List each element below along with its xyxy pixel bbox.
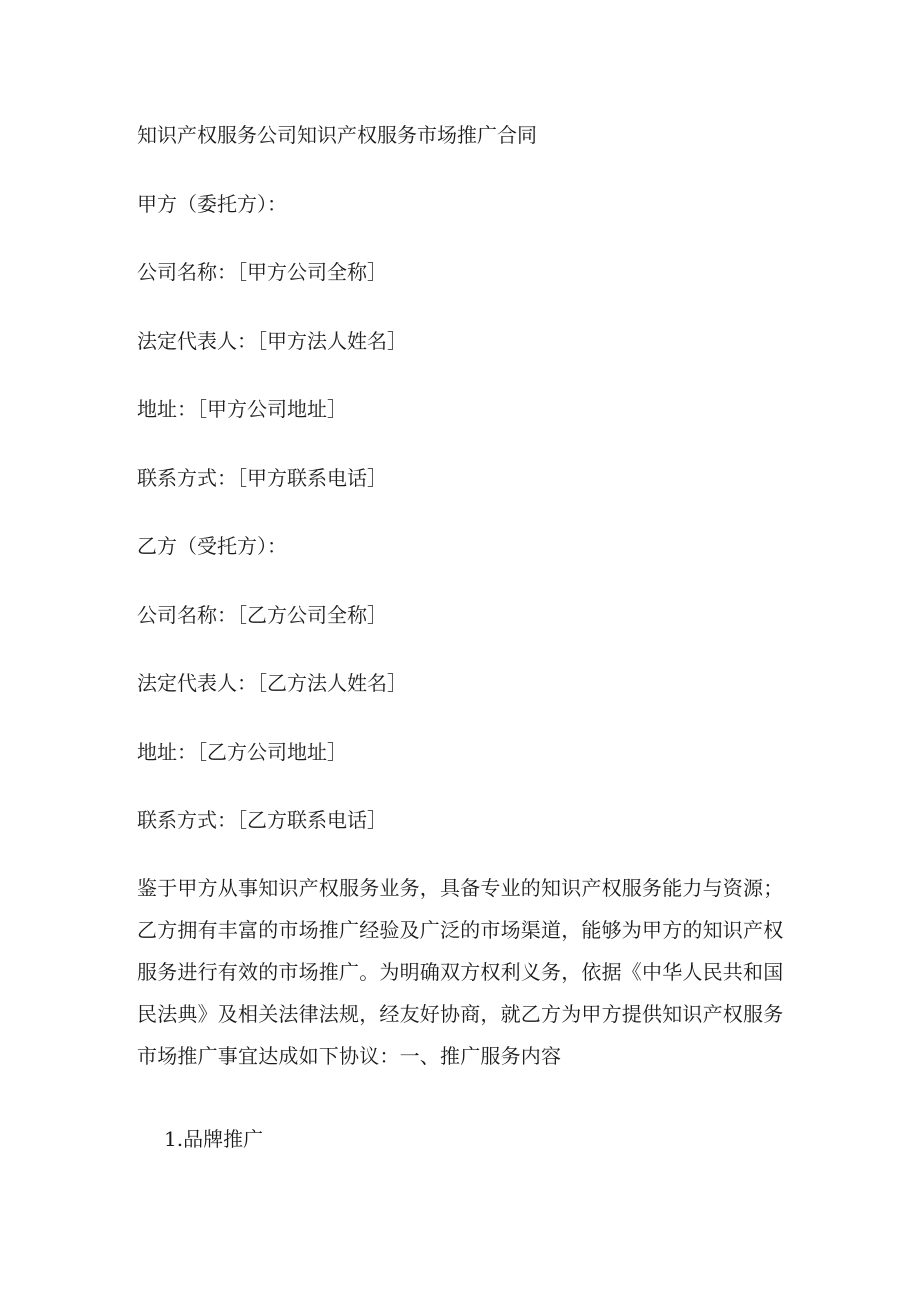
preamble-line: 鉴于甲方从事知识产权服务业务，具备专业的知识产权服务能力与资源；: [137, 876, 784, 900]
party-b-company: 公司名称：［乙方公司全称］: [137, 603, 387, 627]
preamble-line: 乙方拥有丰富的市场推广经验及广泛的市场渠道，能够为甲方的知识产权: [137, 918, 784, 942]
party-b-address: 地址：［乙方公司地址］: [137, 740, 347, 764]
party-b-heading: 乙方（受托方）：: [137, 534, 287, 558]
party-a-representative: 法定代表人：［甲方法人姓名］: [137, 329, 407, 353]
preamble-line: 服务进行有效的市场推广。为明确双方权利义务，依据《中华人民共和国: [137, 960, 784, 984]
party-a-company: 公司名称：［甲方公司全称］: [137, 260, 387, 284]
party-a-heading: 甲方（委托方）：: [137, 192, 287, 216]
party-a-address: 地址：［甲方公司地址］: [137, 397, 347, 421]
preamble-paragraph: [137, 867, 787, 1077]
party-b-representative: 法定代表人：［乙方法人姓名］: [137, 671, 407, 695]
preamble-line: 市场推广事宜达成如下协议：一、推广服务内容: [137, 1044, 562, 1068]
party-a-contact: 联系方式：［甲方联系电话］: [137, 466, 387, 490]
document-title: 知识产权服务公司知识产权服务市场推广合同: [137, 123, 537, 147]
preamble-line: 民法典》及相关法律法规，经友好协商，就乙方为甲方提供知识产权服务: [137, 1002, 784, 1026]
section-item-brand-promotion: 1.品牌推广: [164, 1127, 264, 1151]
party-b-contact: 联系方式：［乙方联系电话］: [137, 808, 387, 832]
